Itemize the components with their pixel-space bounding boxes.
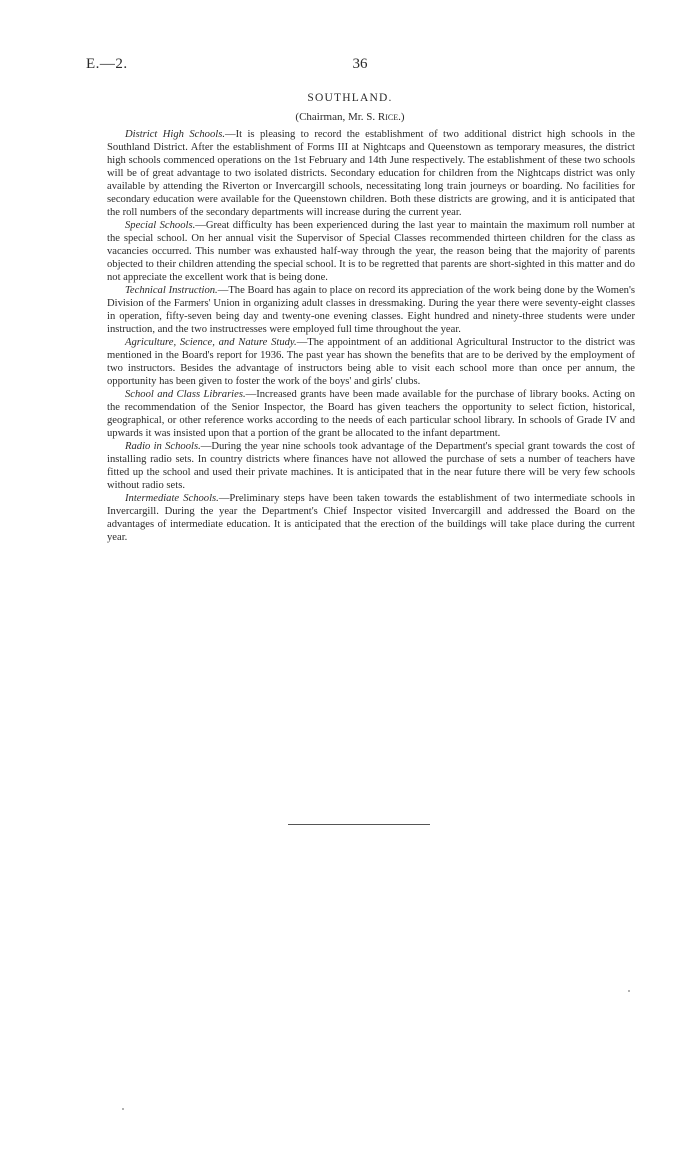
paragraph-text: —Preliminary steps have been taken towards the establishment of two intermediate schools in Invercargill. During the year the Department's Chief Inspector visited Invercargill and addressed the Board on the advantages of intermediate education. It is anticipated that the erection of the buildings will take place during the current year. xyxy=(107,493,635,543)
section-end-rule xyxy=(288,824,430,825)
paragraph-heading: School and Class Libraries. xyxy=(125,389,246,400)
scan-speck xyxy=(628,990,630,992)
chairman-line xyxy=(0,111,700,123)
paragraph-heading: Technical Instruction. xyxy=(125,285,218,296)
chairman-suffix: .) xyxy=(398,111,405,123)
paragraph-text: —Increased grants have been made available for the purchase of library books. Acting on the recommendation of the Senior Inspector, the Board has given teachers the opportunity to select fiction, historical, geographical, or other reference works according to the needs of each particular school library. In schools of Grade IV and upwards it was insisted upon that a portion of the grant be allocated to the infant department. xyxy=(107,389,636,439)
page-number: 36 xyxy=(352,56,368,72)
paragraph-heading: Special Schools. xyxy=(125,220,196,231)
paragraph-school-class-libraries xyxy=(107,388,635,440)
paragraph-intermediate-schools xyxy=(107,492,635,544)
paragraph-heading: Agriculture, Science, and Nature Study. xyxy=(125,337,297,348)
report-body xyxy=(107,128,635,544)
chairman-name: Rice xyxy=(377,111,399,123)
paragraph-text: —Great difficulty has been experienced during the last year to maintain the maximum roll number at the special school. On her annual visit the Supervisor of Special Classes recommended thirteen children for the class as vacancies occurred. This number was exhausted half-way through the year, the reason being that the majority of parents objected to their children attending the special school. It is to be regretted that parents are short-sighted in this matter and do not appreciate the excellent work that is being done. xyxy=(107,220,635,283)
page-header xyxy=(0,56,700,76)
paragraph-heading: Radio in Schools. xyxy=(125,441,201,452)
paragraph-special-schools xyxy=(107,219,635,284)
paragraph-agriculture-science-nature-study xyxy=(107,336,635,388)
paragraph-text: —It is pleasing to record the establishment of two additional district high schools in the Southland District. After the establishment of Forms III at Nightcaps and Queenstown as temporary measures, the district high schools commenced operations on the 1st February and 14th June respectively. The establishment of these two schools will be of great advantage to two isolated districts. Secondary education for children from the Nightcaps district was only available by attending the Riverton or Invercargill schools, necessitating long train journeys or boarding. No facilities for secondary education were available for the Queenstown children. Both these districts are growing, and it is anticipated that the roll numbers of the secondary departments will increase during the current year. xyxy=(107,129,635,218)
paragraph-heading: District High Schools. xyxy=(125,129,225,140)
paragraph-text: —The appointment of an additional Agricultural Instructor to the district was mentioned in the Board's report for 1936. The past year has shown the benefits that are to be derived by the employment of two instructors. Besides the advantage of instructors being able to visit each school more than once per annum, the opportunity has been given to foster the work of the boys' and girls' clubs. xyxy=(107,337,635,387)
paragraph-district-high-schools xyxy=(107,128,635,219)
paragraph-radio-in-schools xyxy=(107,440,635,492)
report-reference: E.—2. xyxy=(86,56,128,72)
chairman-prefix: (Chairman, Mr. S. xyxy=(295,111,376,123)
paragraph-text: —The Board has again to place on record its appreciation of the work being done by the Women's Division of the Farmers' Union in organizing adult classes in dressmaking. During the year there were seventy-eight classes in operation, fifty-seven being day and twenty-one evening classes. Eight hundred and ninety-three students were under instruction, and the two instructresses were employed full time throughout the year. xyxy=(107,285,636,335)
paragraph-heading: Intermediate Schools. xyxy=(125,493,219,504)
section-title: SOUTHLAND. xyxy=(307,92,393,104)
scan-speck xyxy=(122,1108,124,1110)
paragraph-technical-instruction xyxy=(107,284,635,336)
paragraph-text: —During the year nine schools took advantage of the Department's special grant towards the cost of installing radio sets. In country districts where finances have not allowed the purchase of sets a number of teachers have fitted up the school and used their private machines. It is anticipated that in the near future there will be very few schools without radio sets. xyxy=(107,441,635,491)
